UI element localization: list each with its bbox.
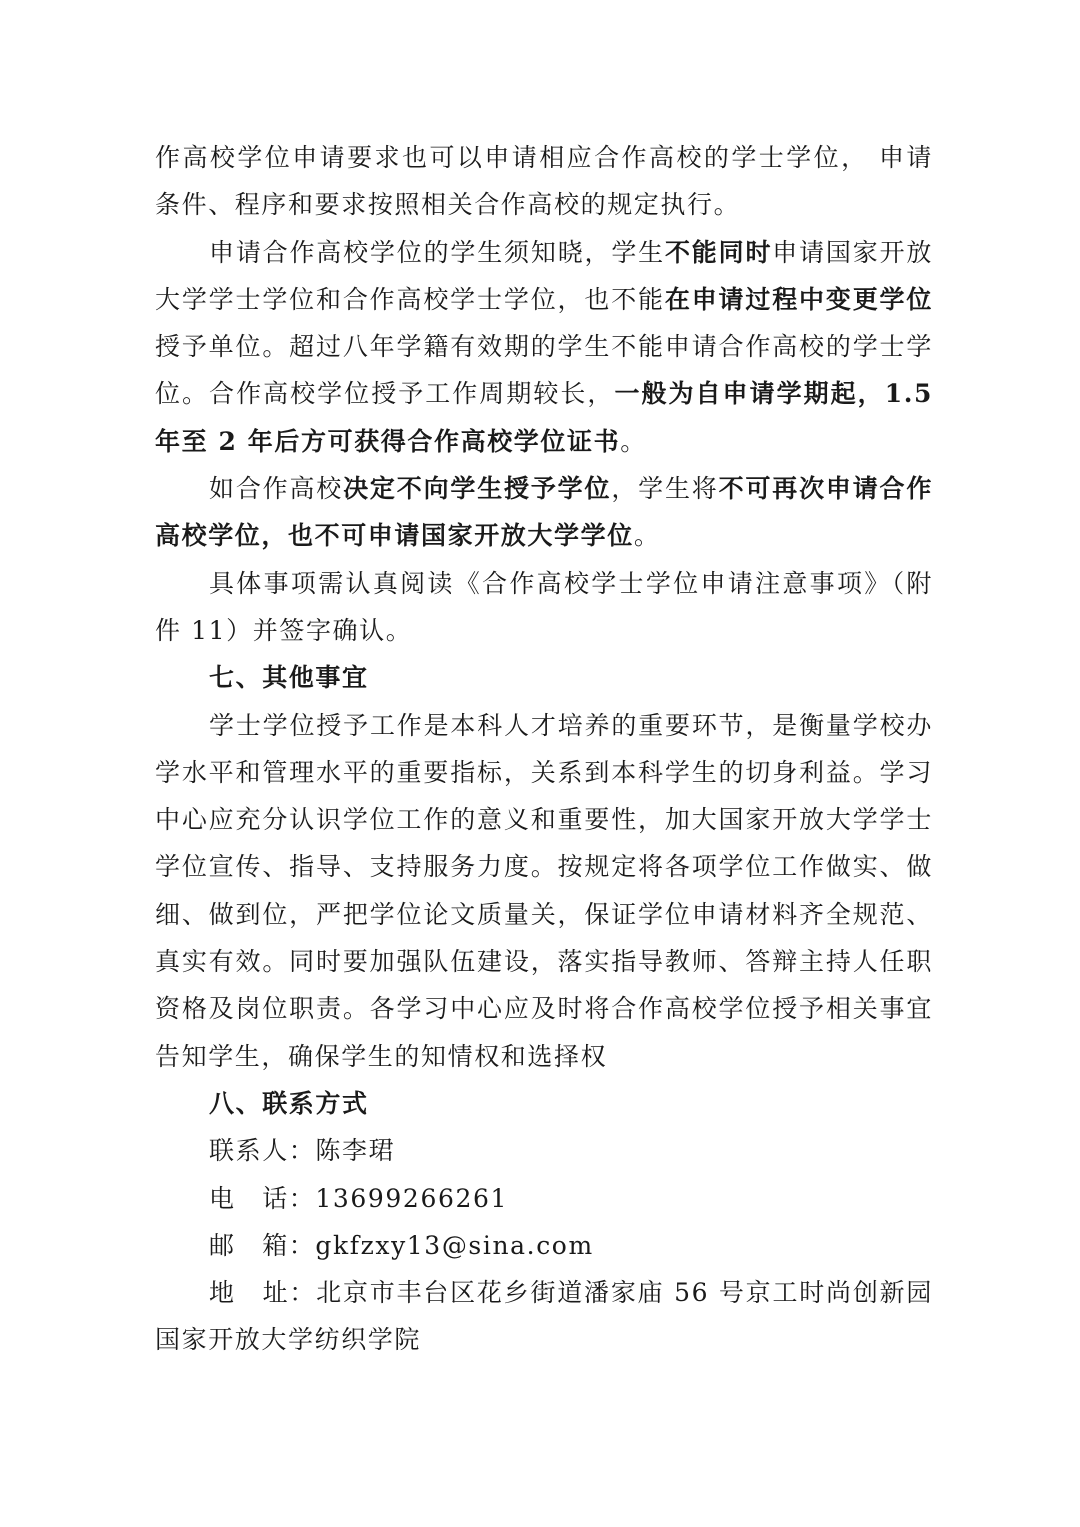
paragraph-2-bold-b: 在申请过程中变更学位 [664,284,933,314]
paragraph-2-text-d: 。 [620,426,647,456]
address-row [155,1269,933,1364]
paragraph-1 [155,134,933,229]
paragraph-2-text-b: 申请国家开放大学学士学位和合作高校学士学位，也不能 [155,237,933,314]
email-value: gkfzxy13@sina.com [315,1230,594,1260]
paragraph-3 [155,465,933,560]
paragraph-4 [155,560,933,655]
contact-person-row [155,1127,933,1174]
section-7-body: 学士学位授予工作是本科人才培养的重要环节，是衡量学校办学水平和管理水平的重要指标，关系到本科学生的切身利益。学习中心应充分认识学位工作的意义和重要性，加大国家开放大学学士学位宣传、指导、支持服务力度。按规定将各项学位工作做实、做细、做到位，严把学位论文质量关，保证学位申请材料齐全规范、真实有效。同时要加强队伍建设，落实指导教师、答辩主持人任职资格及岗位职责。各学习中心应及时将合作高校学位授予相关事宜告知学生，确保学生的知情权和选择权 [155,710,933,1071]
phone-label: 电 话： [209,1183,316,1213]
contact-person-value: 陈李珺 [315,1136,396,1166]
email-label: 邮 箱： [209,1230,316,1260]
contact-person-label: 联系人： [209,1136,316,1166]
paragraph-2-bold-c: 一般为自申请学期起，1.5 年至 2 年后方可获得合作高校学位证书 [155,379,934,456]
paragraph-3-text-a: 如合作高校 [209,474,344,504]
paragraph-3-bold-a: 决定不向学生授予学位 [343,474,612,504]
paragraph-2-bold-a: 不能同时 [664,237,773,267]
paragraph-2-text-c: 授予单位。超过八年学籍有效期的学生不能申请合作高校的学士学位。合作高校学位授予工作周期较长， [155,332,933,409]
address-label: 地 址： [209,1278,317,1308]
section-8-heading: 八、联系方式 [209,1088,369,1118]
email-row [155,1222,933,1269]
paragraph-1-text: 作高校学位申请要求也可以申请相应合作高校的学士学位， 申请条件、程序和要求按照相关合作高校的规定执行。 [155,143,933,220]
paragraph-2 [155,229,933,465]
address-value: 北京市丰台区花乡街道潘家庙 56 号京工时尚创新园国家开放大学纺织学院 [155,1278,933,1355]
paragraph-3-text-c: 。 [633,521,661,551]
paragraph-2-text-a: 申请合作高校学位的学生须知晓，学生 [209,237,665,267]
section-7-heading: 七、其他事宜 [209,663,369,693]
phone-value: 13699266261 [315,1183,508,1213]
paragraph-3-text-b: ，学生将 [611,474,719,504]
paragraph-3-bold-b: 不可再次申请合作高校学位，也不可申请国家开放大学学位 [155,474,933,551]
paragraph-4-text: 具体事项需认真阅读《合作高校学士学位申请注意事项》（附件 11）并签字确认。 [155,568,933,645]
phone-row [155,1175,933,1222]
document-page [155,134,933,1364]
